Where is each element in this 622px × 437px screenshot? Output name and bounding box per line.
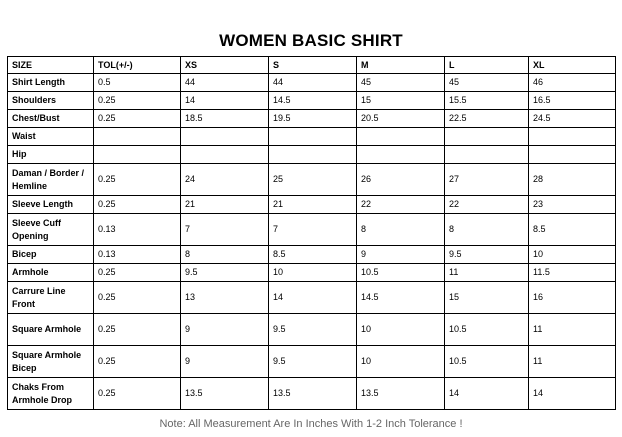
row-label: Square Armhole: [8, 314, 94, 346]
table-row: [8, 346, 616, 378]
table-cell: 9.5: [269, 346, 357, 378]
table-cell: 10.5: [445, 314, 529, 346]
table-cell: 28: [529, 164, 616, 196]
table-cell: 13.5: [357, 378, 445, 410]
table-cell: 14: [269, 282, 357, 314]
table-cell: [94, 128, 181, 146]
table-cell: [529, 128, 616, 146]
table-cell: 45: [445, 74, 529, 92]
column-header-xs: XS: [181, 57, 269, 74]
table-cell: 44: [181, 74, 269, 92]
table-row: [8, 74, 616, 92]
table-row: [8, 214, 616, 246]
table-cell: 22: [357, 196, 445, 214]
table-row: [8, 110, 616, 128]
table-cell: 9.5: [269, 314, 357, 346]
table-cell: 11: [529, 314, 616, 346]
table-cell: 22: [445, 196, 529, 214]
table-cell: 7: [269, 214, 357, 246]
table-cell: 16: [529, 282, 616, 314]
column-header-l: L: [445, 57, 529, 74]
table-cell: 11: [529, 346, 616, 378]
table-row: [8, 264, 616, 282]
table-cell: 13.5: [181, 378, 269, 410]
table-cell: 9.5: [181, 264, 269, 282]
page-title: WOMEN BASIC SHIRT: [219, 31, 403, 50]
table-cell: 26: [357, 164, 445, 196]
table-cell: 0.25: [94, 264, 181, 282]
table-cell: 0.25: [94, 110, 181, 128]
table-cell: 0.13: [94, 214, 181, 246]
row-label: Daman / Border / Hemline: [8, 164, 94, 196]
table-header-row: [8, 57, 616, 74]
table-cell: 24.5: [529, 110, 616, 128]
table-row: [8, 246, 616, 264]
table-cell: [529, 146, 616, 164]
table-cell: 0.25: [94, 92, 181, 110]
table-cell: 9: [181, 346, 269, 378]
table-cell: 24: [181, 164, 269, 196]
table-cell: 27: [445, 164, 529, 196]
table-cell: 25: [269, 164, 357, 196]
table-cell: 14.5: [269, 92, 357, 110]
table-cell: 21: [181, 196, 269, 214]
table-row: [8, 92, 616, 110]
row-label: Hip: [8, 146, 94, 164]
column-header-tolerance: TOL(+/-): [94, 57, 181, 74]
table-cell: 0.25: [94, 164, 181, 196]
row-label: Chaks From Armhole Drop: [8, 378, 94, 410]
row-label: Square Armhole Bicep: [8, 346, 94, 378]
table-cell: 13.5: [269, 378, 357, 410]
table-cell: 9.5: [445, 246, 529, 264]
table-cell: [269, 146, 357, 164]
table-row: [8, 378, 616, 410]
table-cell: 21: [269, 196, 357, 214]
table-cell: 10.5: [357, 264, 445, 282]
table-cell: 8.5: [269, 246, 357, 264]
table-cell: [181, 128, 269, 146]
table-row: [8, 146, 616, 164]
table-cell: 14: [445, 378, 529, 410]
table-cell: 20.5: [357, 110, 445, 128]
table-cell: 0.25: [94, 314, 181, 346]
table-row: [8, 128, 616, 146]
table-row: [8, 164, 616, 196]
table-cell: 15: [357, 92, 445, 110]
row-label: Carrure Line Front: [8, 282, 94, 314]
row-label: Sleeve Cuff Opening: [8, 214, 94, 246]
row-label: Waist: [8, 128, 94, 146]
table-cell: 9: [357, 246, 445, 264]
table-cell: 46: [529, 74, 616, 92]
table-cell: 23: [529, 196, 616, 214]
table-cell: 10: [357, 314, 445, 346]
table-cell: 8: [181, 246, 269, 264]
table-cell: 15.5: [445, 92, 529, 110]
table-cell: 11.5: [529, 264, 616, 282]
table-cell: 14: [529, 378, 616, 410]
table-cell: 10: [269, 264, 357, 282]
row-label: Bicep: [8, 246, 94, 264]
table-cell: 8: [357, 214, 445, 246]
table-cell: 10: [529, 246, 616, 264]
table-cell: 10: [357, 346, 445, 378]
size-chart-table: [7, 56, 616, 410]
column-header-m: M: [357, 57, 445, 74]
table-cell: 11: [445, 264, 529, 282]
table-cell: 0.25: [94, 282, 181, 314]
table-cell: [181, 146, 269, 164]
table-cell: 18.5: [181, 110, 269, 128]
table-cell: 8: [445, 214, 529, 246]
row-label: Shirt Length: [8, 74, 94, 92]
row-label: Shoulders: [8, 92, 94, 110]
row-label: Chest/Bust: [8, 110, 94, 128]
table-cell: 14: [181, 92, 269, 110]
table-cell: [357, 146, 445, 164]
table-cell: 45: [357, 74, 445, 92]
table-cell: [357, 128, 445, 146]
table-row: [8, 196, 616, 214]
table-cell: 22.5: [445, 110, 529, 128]
table-cell: 0.25: [94, 378, 181, 410]
table-cell: 0.25: [94, 196, 181, 214]
column-header-size: SIZE: [8, 57, 94, 74]
row-label: Armhole: [8, 264, 94, 282]
column-header-xl: XL: [529, 57, 616, 74]
tolerance-note: Note: All Measurement Are In Inches With 1-2 Inch Tolerance !: [159, 418, 463, 430]
table-cell: 8.5: [529, 214, 616, 246]
row-label: Sleeve Length: [8, 196, 94, 214]
table-cell: 10.5: [445, 346, 529, 378]
table-cell: [445, 146, 529, 164]
table-cell: 15: [445, 282, 529, 314]
table-row: [8, 282, 616, 314]
table-cell: [269, 128, 357, 146]
table-cell: 9: [181, 314, 269, 346]
table-cell: 0.25: [94, 346, 181, 378]
table-cell: 14.5: [357, 282, 445, 314]
table-cell: 7: [181, 214, 269, 246]
table-cell: 44: [269, 74, 357, 92]
table-cell: 0.5: [94, 74, 181, 92]
table-cell: [94, 146, 181, 164]
table-cell: 19.5: [269, 110, 357, 128]
table-cell: 16.5: [529, 92, 616, 110]
table-cell: 0.13: [94, 246, 181, 264]
column-header-s: S: [269, 57, 357, 74]
table-cell: [445, 128, 529, 146]
table-cell: 13: [181, 282, 269, 314]
table-row: [8, 314, 616, 346]
